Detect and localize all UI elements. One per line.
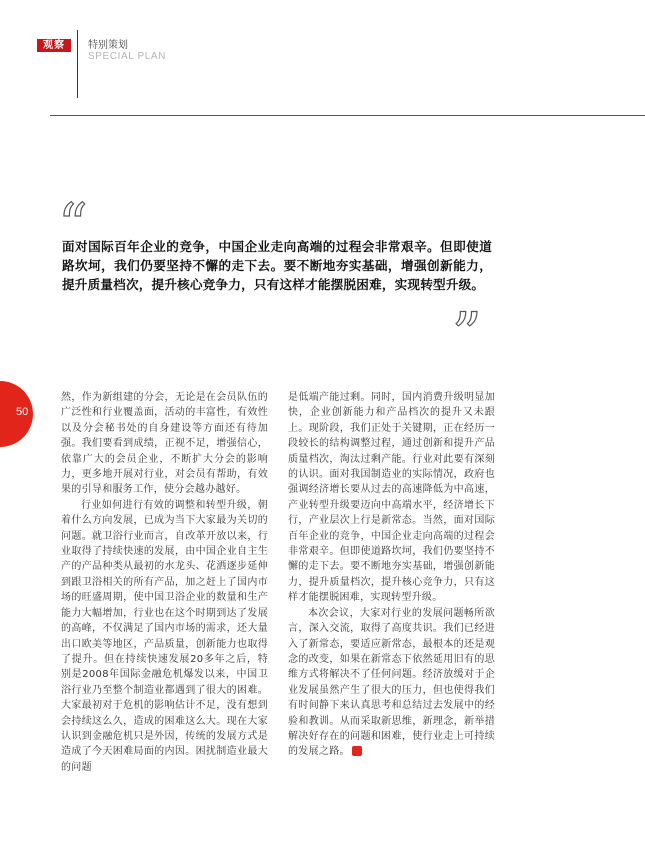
end-mark-icon: 回 — [352, 746, 362, 756]
body-column-right — [288, 390, 495, 760]
paragraph: 行业如何进行有效的调整和转型升级，朝着什么方向发展，已成为当下大家最为关切的问题。就卫浴行业而言，自改革开放以来，行业取得了持续快速的发展，由中国企业自主生产的产品种类从最初的水龙头、花洒逐步延伸到跟卫浴相关的所有产品，加之赶上了国内市场的旺盛周期，使中国卫浴企业的数量和生产能力大幅增加，行业也在这个时期到达了发展的高峰，不仅满足了国内市场的需求，还大量出口欧美等地区，产品质量，创新能力也取得了提升。但在持续快速发展20多年之后，特别是2008年国际金融危机爆发以来，中国卫浴行业乃至整个制造业都遇到了很大的困难。大家最初对于危机的影响估计不足，没有想到会持续这么久，造成的困难这么大。现在大家认识到金融危机只是外因，传统的发展方式是造成了今天困难局面的内因。困扰制造业最大的问题 — [61, 499, 268, 773]
section-tag: 观察 — [37, 39, 71, 52]
pull-quote: 面对国际百年企业的竞争，中国企业走向高端的过程会非常艰辛。但即使道路坎坷，我们仍要坚持不懈的走下去。要不断地夯实基础，增强创新能力，提升质量档次，提升核心竞争力，只有这样才能摆脱困难，实现转型升级。 — [62, 239, 492, 292]
header-divider — [77, 30, 78, 98]
section-subtitle: SPECIAL PLAN — [88, 51, 166, 62]
close-quote-icon: ” — [452, 300, 482, 368]
page-number: 50 — [16, 406, 29, 418]
paragraph — [288, 606, 495, 760]
open-quote-icon: “ — [58, 191, 88, 259]
body-column-left — [61, 390, 268, 775]
paragraph: 是低端产能过剩。同时，国内消费升级明显加快，企业创新能力和产品档次的提升又未跟上。现阶段，我们正处于关键期，正在经历一段较长的结构调整过程，通过创新和提升产品质量档次，淘汰过剩产能。行业对此要有深刻的认识。面对我国制造业的实际情况，政府也强调经济增长要从过去的高速降低为中高速，产业转型升级要迈向中高端水平，经济增长下行，产业层次上行是新常态。当然，面对国际百年企业的竞争，中国企业走向高端的过程会非常艰辛。但即使道路坎坷，我们仍要坚持不懈的走下去。要不断地夯实基础，增强创新能力，提升质量档次，提升核心竞争力，只有这样才能摆脱困难，实现转型升级。 — [288, 392, 495, 604]
header-rule — [50, 115, 645, 116]
paragraph: 然，作为新组建的分会，无论是在会员队伍的广泛性和行业覆盖面，活动的丰富性，有效性以及分会秘书处的自身建设等方面还有待加强。我们要看到成绩，正视不足，增强信心，依靠广大的会员企业，不断扩大分会的影响力，更多地开展对行业，对会员有帮助，有效果的引导和服务工作，使分会越办越好。 — [61, 392, 268, 496]
paragraph-text: 本次会议，大家对行业的发展问题畅所欲言，深入交流，取得了高度共识。我们已经进入了新常态，要适应新常态，最根本的还是观念的改变，如果在新常态下依然延用旧有的思维方式将解决不了任何问题。经济放缓对于企业发展虽然产生了很大的压力，但也使得我们有时间静下来认真思考和总结过去发展中的经验和教训。从而采取新思维，新理念，新举措解决好存在的问题和困难，使行业走上可持续的发展之路。 — [288, 607, 495, 758]
section-title: 特别策划 — [88, 40, 128, 51]
